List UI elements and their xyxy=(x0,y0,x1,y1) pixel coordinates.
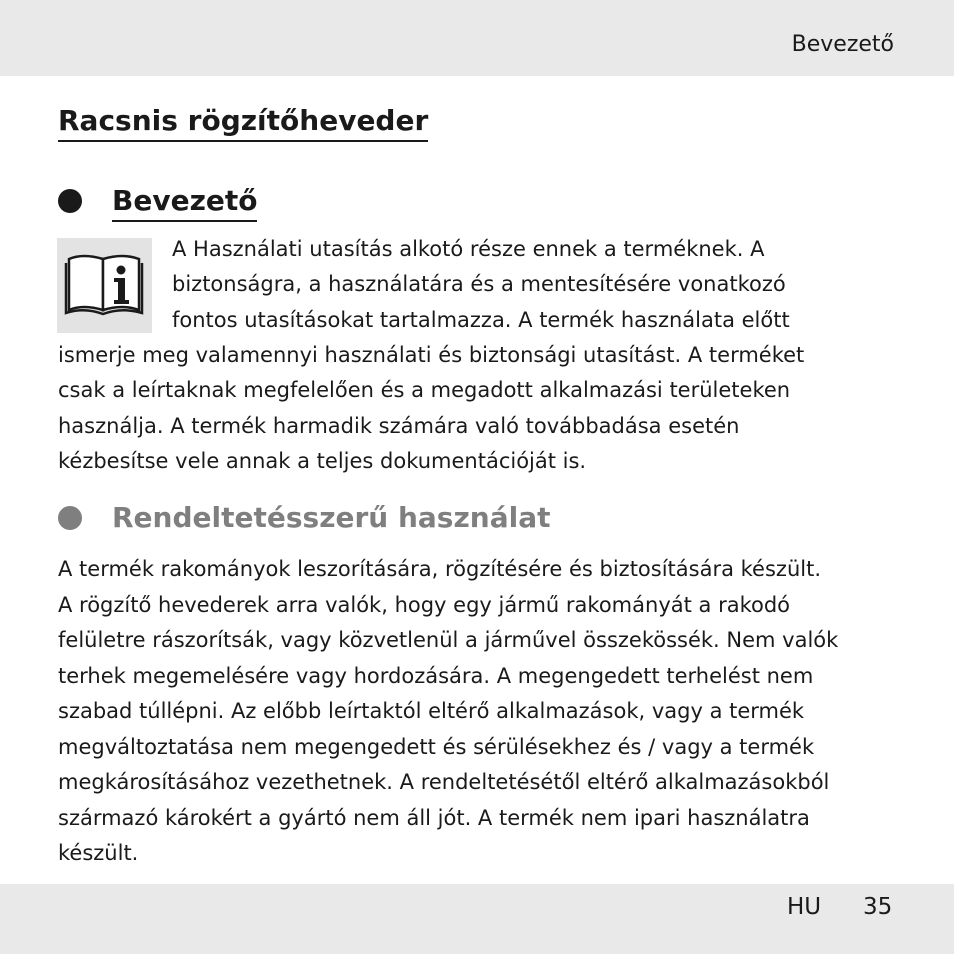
section-bullet-icon xyxy=(58,189,82,213)
section-heading-intro: Bevezető xyxy=(112,182,257,222)
intro-line-7: kézbesítse vele annak a teljes dokumentációját is. xyxy=(58,449,587,473)
use-line-4: terhek megemelésére vagy hordozására. A megengedett terhelést nem xyxy=(58,664,814,688)
intro-line-5: csak a leírtaknak megfelelően és a megadott alkalmazási területeken xyxy=(58,378,791,402)
use-line-6: megváltoztatása nem megengedett és sérülésekhez és / vagy a termék xyxy=(58,735,815,759)
footer-language-code: HU xyxy=(787,894,822,920)
section-heading-intended-use: Rendeltetésszerű használat xyxy=(112,501,551,534)
use-line-3: felületre rászorítsák, vagy közvetlenül a járművel összekössék. Nem valók xyxy=(58,628,839,652)
section-bullet-icon xyxy=(58,506,82,530)
intro-line-6: használja. A termék harmadik számára való továbbadása esetén xyxy=(58,414,740,438)
page-number: 35 xyxy=(863,894,893,920)
use-line-7: megkárosításához vezethetnek. A rendeltetésétől eltérő alkalmazásokból xyxy=(58,770,830,794)
intro-line-3: fontos utasításokat tartalmazza. A termék használata előtt xyxy=(172,308,790,332)
intro-line-2: biztonságra, a használatára és a mentesítésére vonatkozó xyxy=(172,272,786,296)
use-line-9: készült. xyxy=(58,841,139,865)
use-line-8: származó károkért a gyártó nem áll jót. A termék nem ipari használatra xyxy=(58,806,810,830)
running-header: Bevezető xyxy=(791,32,894,57)
use-line-2: A rögzítő hevederek arra valók, hogy egy jármű rakományát a rakodó xyxy=(58,593,791,617)
intro-line-1: A Használati utasítás alkotó része ennek a terméknek. A xyxy=(172,237,765,261)
manual-info-icon xyxy=(57,238,152,333)
intro-line-4: ismerje meg valamennyi használati és biztonsági utasítást. A terméket xyxy=(58,343,805,367)
use-line-5: szabad túllépni. Az előbb leírtaktól eltérő alkalmazások, vagy a termék xyxy=(58,699,805,723)
document-title: Racsnis rögzítőheveder xyxy=(58,102,428,142)
use-line-1: A termék rakományok leszorítására, rögzítésére és biztosítására készült. xyxy=(58,557,821,581)
